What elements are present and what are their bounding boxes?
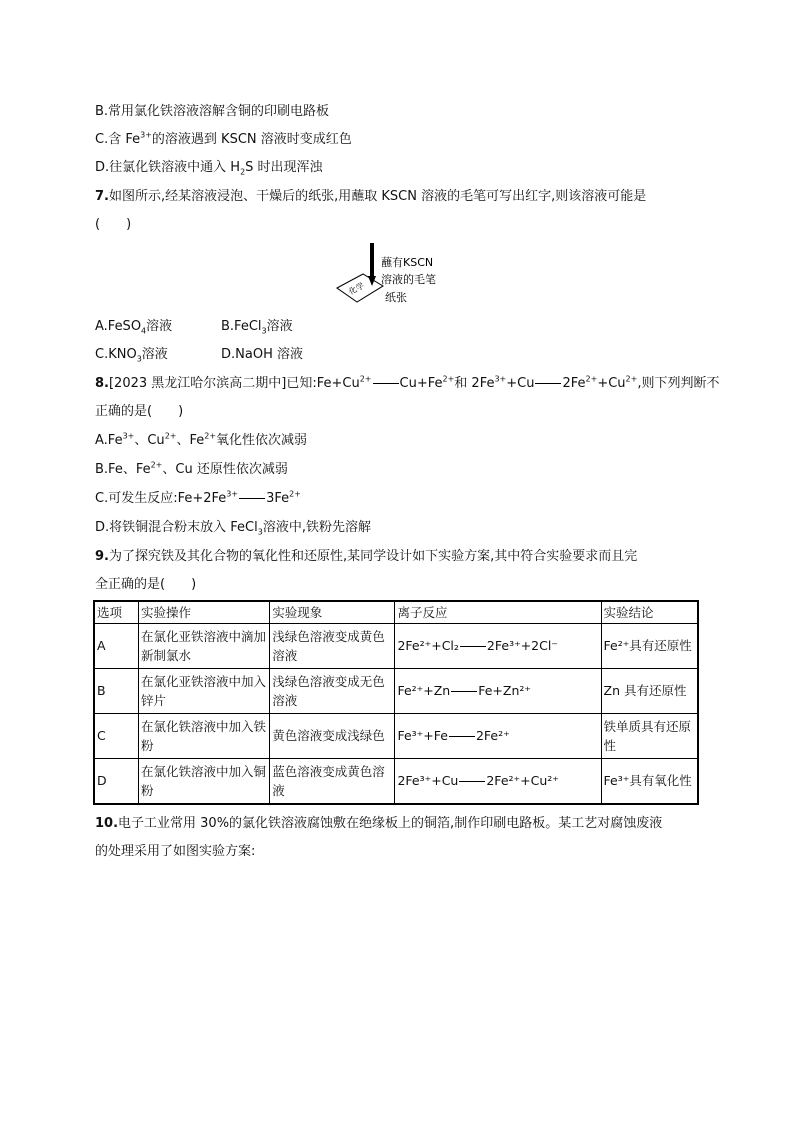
header-operation: 实验操作 [138,601,269,624]
figure-label-paper: 纸张 [385,291,407,304]
cell-ionic-reaction: 2Fe³⁺+Cu 2Fe²⁺+Cu²⁺ [395,758,601,804]
q8-stem-line2: 正确的是( ) [95,404,184,419]
figure-label-brush-1: 蘸有KSCN [381,256,434,269]
brush-handle [370,243,374,277]
q7-figure [335,240,475,310]
cell-ionic-reaction: Fe²⁺+Zn Fe+Zn²⁺ [395,668,601,713]
header-ionic-reaction: 离子反应 [395,601,601,624]
table-row [94,668,698,713]
cell-operation: 在氯化亚铁溶液中加入锌片 [138,668,269,713]
cell-option: B [94,668,138,713]
cell-operation: 在氯化铁溶液中加入铜粉 [138,758,269,804]
cell-ionic-reaction: 2Fe²⁺+Cl₂ 2Fe³⁺+2Cl⁻ [395,624,601,669]
cell-conclusion: Zn 具有还原性 [601,668,698,713]
q7-stem: 7.如图所示,经某溶液浸泡、干燥后的纸张,用蘸取 KSCN 溶液的毛笔可写出红字,则该溶液可能是 [95,189,647,204]
q10-stem-line1: 10.电子工业常用 30%的氯化铁溶液腐蚀敷在绝缘板上的铜箔,制作印刷电路板。某工艺对腐蚀废液 [95,816,663,831]
reaction-arrow [239,498,265,499]
reaction-arrow [459,781,485,782]
cell-operation: 在氯化铁溶液中加入铁粉 [138,713,269,758]
q7-answer-paren: ( ) [95,217,132,232]
cell-option: C [94,713,138,758]
header-option: 选项 [94,601,138,624]
reaction-arrow [460,646,486,647]
table-row [94,713,698,758]
paper-text: 化学 [347,280,366,297]
cell-phenomenon: 蓝色溶液变成黄色溶液 [270,758,395,804]
q7-option-d: D.NaOH 溶液 [221,347,303,362]
table-header-row [94,601,698,624]
cell-option: D [94,758,138,804]
header-conclusion: 实验结论 [601,601,698,624]
reaction-arrow [451,691,477,692]
reaction-arrow [535,383,561,384]
q8-option-a: $A.Fe^{3+}$、$Cu^{2+}$、$Fe^{2+}$氧化性依次减弱 [95,431,308,448]
table-row [94,624,698,669]
q9-table [93,600,699,805]
cell-phenomenon: 浅绿色溶液变成无色溶液 [270,668,395,713]
cell-conclusion: 铁单质具有还原性 [601,713,698,758]
q6-option-d: D.往氯化铁溶液中通入 $H_2S$ 时出现浑浊 [95,160,323,177]
q8-option-d: D.将铁铜混合粉末放入 FeCl$_3$溶液中,铁粉先溶解 [95,520,371,537]
cell-phenomenon: 黄色溶液变成浅绿色 [270,713,395,758]
cell-conclusion: Fe²⁺具有还原性 [601,624,698,669]
reaction-arrow [373,383,399,384]
q6-option-b: B.常用氯化铁溶液溶解含铜的印刷电路板 [95,104,330,119]
q7-option-b: B.FeCl$_3$溶液 [221,319,293,336]
cell-conclusion: Fe³⁺具有氧化性 [601,758,698,804]
cell-phenomenon: 浅绿色溶液变成黄色溶液 [270,624,395,669]
figure-label-brush-2: 溶液的毛笔 [381,273,436,286]
q8-stem-line1: 8.[2023 黑龙江哈尔滨高二期中]已知$:Fe+Cu^{2+}$ $Cu+Fe^{2+}$和 $2Fe^{3+}+Cu$ $2Fe^{2+}+Cu^{2+}$,则下列判断不 [95,374,720,391]
q7-option-c: $C.KNO_3$溶液 [95,347,168,364]
header-phenomenon: 实验现象 [270,601,395,624]
q7-options-row2 [95,346,303,364]
cell-operation: 在氯化亚铁溶液中滴加新制氯水 [138,624,269,669]
q9-stem-line1: 9.为了探究铁及其化合物的氧化性和还原性,某同学设计如下实验方案,其中符合实验要求而且完 [95,549,638,564]
q7-option-a: A.FeSO$_4$溶液 [95,319,173,336]
reaction-arrow [449,736,475,737]
q9-stem-line2: 全正确的是( ) [95,577,197,592]
q6-option-c: C.含 $Fe^{3+}$的溶液遇到 KSCN 溶液时变成红色 [95,130,352,147]
q8-option-c: C.可发生反应$:Fe+2Fe^{3+}$ $3Fe^{2+}$ [95,489,301,506]
q7-options-row1 [95,318,293,336]
table-row [94,758,698,804]
cell-option: A [94,624,138,669]
q10-stem-line2: 的处理采用了如图实验方案: [95,844,256,859]
cell-ionic-reaction: Fe³⁺+Fe 2Fe²⁺ [395,713,601,758]
q8-option-b: B.Fe、$Fe^{2+}$、Cu 还原性依次减弱 [95,460,288,477]
